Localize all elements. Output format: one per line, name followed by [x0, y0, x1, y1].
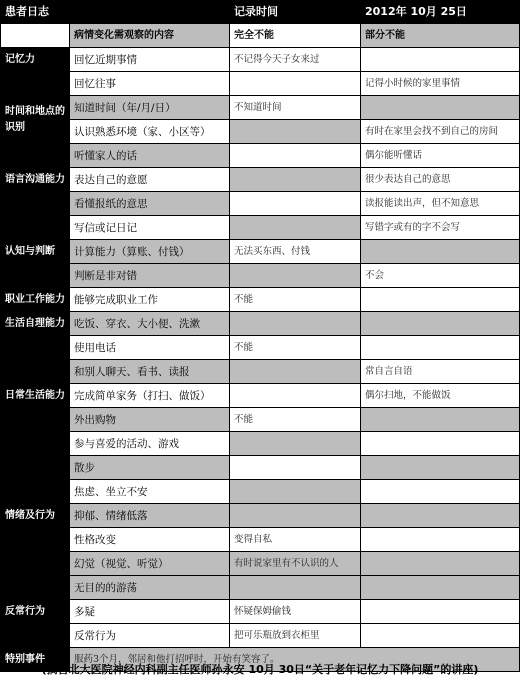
partial-note: 偶尔扫地，不能做饭	[361, 384, 520, 408]
partial-note	[361, 48, 520, 72]
item-cell: 多疑	[70, 600, 230, 624]
item-cell: 无目的的游荡	[70, 576, 230, 600]
table-row	[1, 48, 520, 72]
partial-note	[361, 480, 520, 504]
table-row	[1, 480, 520, 504]
corner-cell	[1, 24, 70, 48]
table-row	[1, 96, 520, 120]
item-cell: 看懂报纸的意思	[70, 192, 230, 216]
table-row	[1, 120, 520, 144]
partial-note	[361, 624, 520, 648]
item-cell: 听懂家人的话	[70, 144, 230, 168]
complete-note	[230, 432, 361, 456]
table-row	[1, 360, 520, 384]
partial-note: 有时在家里会找不到自己的房间	[361, 120, 520, 144]
category-selfcare: 生活自理能力	[1, 312, 70, 384]
record-date: 2012年 10月 25日	[361, 1, 520, 24]
partial-note	[361, 336, 520, 360]
table-row	[1, 600, 520, 624]
category-special: 特别事件	[1, 648, 70, 672]
complete-note: 有时说家里有不认识的人	[230, 552, 361, 576]
complete-note: 把可乐瓶放到衣柜里	[230, 624, 361, 648]
content-label: 病情变化需观察的内容	[70, 24, 230, 48]
partial-note: 偶尔能听懂话	[361, 144, 520, 168]
partial-note	[361, 408, 520, 432]
category-daily: 日常生活能力	[1, 384, 70, 504]
record-time-label: 记录时间	[230, 1, 361, 24]
complete-note	[230, 264, 361, 288]
table-row	[1, 336, 520, 360]
partial-note	[361, 432, 520, 456]
item-cell: 表达自己的意愿	[70, 168, 230, 192]
complete-note	[230, 144, 361, 168]
table-row	[1, 288, 520, 312]
item-cell: 写信或记日记	[70, 216, 230, 240]
category-work: 职业工作能力	[1, 288, 70, 312]
complete-note	[230, 216, 361, 240]
table-row	[1, 264, 520, 288]
complete-note	[230, 360, 361, 384]
item-cell: 反常行为	[70, 624, 230, 648]
item-cell: 性格改变	[70, 528, 230, 552]
table-row	[1, 216, 520, 240]
complete-note	[230, 120, 361, 144]
item-cell: 抑郁、情绪低落	[70, 504, 230, 528]
complete-note	[230, 384, 361, 408]
diary-title: 患者日志	[1, 1, 230, 24]
partial-note: 写错字或有的字不会写	[361, 216, 520, 240]
item-cell: 参与喜爱的活动、游戏	[70, 432, 230, 456]
partial-note: 记得小时候的家里事情	[361, 72, 520, 96]
item-cell: 外出购物	[70, 408, 230, 432]
table-row	[1, 384, 520, 408]
table-row	[1, 552, 520, 576]
item-cell: 和别人聊天、看书、读报	[70, 360, 230, 384]
table-row	[1, 576, 520, 600]
complete-column-label: 完全不能	[230, 24, 361, 48]
table-row	[1, 312, 520, 336]
partial-note	[361, 456, 520, 480]
partial-note: 很少表达自己的意思	[361, 168, 520, 192]
complete-note: 不记得今天子女来过	[230, 48, 361, 72]
partial-note	[361, 312, 520, 336]
partial-note	[361, 552, 520, 576]
item-cell: 回忆往事	[70, 72, 230, 96]
partial-note	[361, 504, 520, 528]
complete-note: 不能	[230, 408, 361, 432]
table-row	[1, 528, 520, 552]
complete-note	[230, 192, 361, 216]
item-cell: 计算能力（算账、付钱）	[70, 240, 230, 264]
category-abnormal: 反常行为	[1, 600, 70, 648]
source-caption: (摘自北大医院神经内科副主任医师孙永安 10月 30日“关于老年记忆力下降问题”的讲座)	[41, 663, 479, 676]
partial-note	[361, 240, 520, 264]
complete-note	[230, 456, 361, 480]
item-cell: 焦虑、坐立不安	[70, 480, 230, 504]
complete-note: 不能	[230, 336, 361, 360]
table-row	[1, 624, 520, 648]
table-row	[1, 144, 520, 168]
special-event-text: 服药3个月，邻居和他打招呼时，开始有笑容了。	[70, 648, 520, 672]
table-row	[1, 432, 520, 456]
table-row	[1, 504, 520, 528]
item-cell: 使用电话	[70, 336, 230, 360]
table-row	[1, 408, 520, 432]
category-emotion: 情绪及行为	[1, 504, 70, 600]
partial-note: 读报能读出声，但不知意思	[361, 192, 520, 216]
partial-column-label: 部分不能	[361, 24, 520, 48]
category-orientation: 时间和地点的识别	[1, 72, 70, 168]
complete-note: 怀疑保姆偷钱	[230, 600, 361, 624]
complete-note: 不知道时间	[230, 96, 361, 120]
item-cell: 吃饭、穿衣、大小便、洗漱	[70, 312, 230, 336]
category-cognition: 认知与判断	[1, 240, 70, 288]
item-cell: 能够完成职业工作	[70, 288, 230, 312]
table-row	[1, 72, 520, 96]
table-row	[1, 192, 520, 216]
complete-note: 不能	[230, 288, 361, 312]
complete-note: 变得自私	[230, 528, 361, 552]
table-row	[1, 168, 520, 192]
item-cell: 幻觉（视觉、听觉）	[70, 552, 230, 576]
partial-note: 不会	[361, 264, 520, 288]
item-cell: 知道时间（年/月/日）	[70, 96, 230, 120]
item-cell: 判断是非对错	[70, 264, 230, 288]
category-language: 语言沟通能力	[1, 168, 70, 240]
complete-note	[230, 72, 361, 96]
complete-note	[230, 312, 361, 336]
complete-note: 无法买东西、付钱	[230, 240, 361, 264]
complete-note	[230, 504, 361, 528]
item-cell: 完成简单家务（打扫、做饭）	[70, 384, 230, 408]
partial-note	[361, 288, 520, 312]
complete-note	[230, 168, 361, 192]
partial-note	[361, 96, 520, 120]
header-row	[1, 1, 520, 24]
complete-note	[230, 576, 361, 600]
table-row	[1, 240, 520, 264]
partial-note	[361, 528, 520, 552]
complete-note	[230, 480, 361, 504]
partial-note: 常自言自语	[361, 360, 520, 384]
item-cell: 散步	[70, 456, 230, 480]
partial-note	[361, 576, 520, 600]
partial-note	[361, 600, 520, 624]
item-cell: 认识熟悉环境（家、小区等）	[70, 120, 230, 144]
subheader-row	[1, 24, 520, 48]
item-cell: 回忆近期事情	[70, 48, 230, 72]
table-row	[1, 456, 520, 480]
category-memory: 记忆力	[1, 48, 70, 72]
